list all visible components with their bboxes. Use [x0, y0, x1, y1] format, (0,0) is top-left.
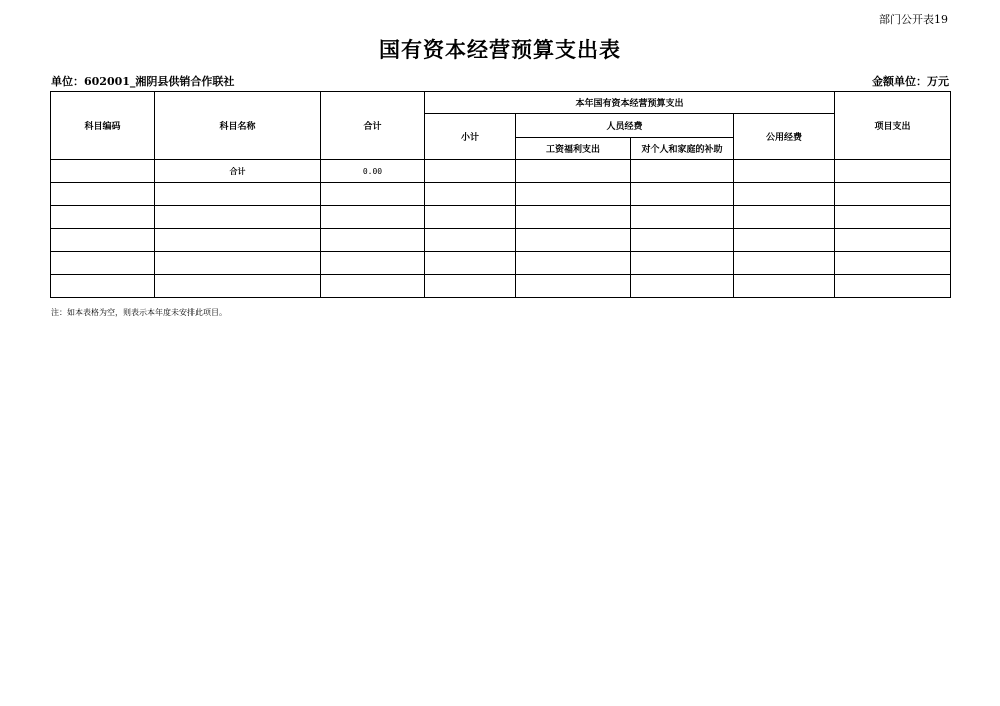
unit-line — [51, 73, 949, 89]
cell-project — [835, 206, 951, 229]
cell-name — [155, 252, 321, 275]
cell-project — [835, 229, 951, 252]
cell-subsidy — [631, 252, 734, 275]
cell-public — [734, 275, 835, 298]
amount-unit-label: 金额单位：万元 — [872, 75, 949, 88]
header-current-year: 本年国有资本经营预算支出 — [425, 92, 835, 114]
cell-project — [835, 160, 951, 183]
cell-public — [734, 183, 835, 206]
cell-subsidy — [631, 206, 734, 229]
cell-code — [51, 252, 155, 275]
cell-name — [155, 183, 321, 206]
cell-total — [321, 252, 425, 275]
cell-project — [835, 252, 951, 275]
cell-name — [155, 275, 321, 298]
cell-salary — [516, 275, 631, 298]
footnote: 注：如本表格为空，则表示本年度未安排此项目。 — [51, 308, 227, 317]
cell-subsidy — [631, 229, 734, 252]
cell-salary — [516, 229, 631, 252]
table-row — [51, 183, 951, 206]
document-code: 部门公开表19 — [879, 13, 948, 26]
cell-total: 0.00 — [321, 160, 425, 183]
cell-total — [321, 183, 425, 206]
header-personnel: 人员经费 — [516, 114, 734, 138]
table-row — [51, 252, 951, 275]
cell-salary — [516, 160, 631, 183]
cell-name — [155, 229, 321, 252]
header-subtotal: 小计 — [425, 114, 516, 160]
cell-subsidy — [631, 275, 734, 298]
cell-name — [155, 206, 321, 229]
header-project-expense: 项目支出 — [835, 92, 951, 160]
header-total: 合计 — [321, 92, 425, 160]
table-row — [51, 206, 951, 229]
unit-label: 单位：602001_湘阴县供销合作联社 — [51, 75, 235, 88]
budget-table — [50, 91, 951, 298]
cell-public — [734, 160, 835, 183]
cell-subtotal — [425, 229, 516, 252]
cell-subsidy — [631, 160, 734, 183]
header-public-funds: 公用经费 — [734, 114, 835, 160]
header-subject-name: 科目名称 — [155, 92, 321, 160]
cell-subtotal — [425, 206, 516, 229]
cell-public — [734, 206, 835, 229]
cell-total — [321, 229, 425, 252]
table-row — [51, 229, 951, 252]
table-row — [51, 160, 951, 183]
cell-subtotal — [425, 183, 516, 206]
cell-public — [734, 229, 835, 252]
cell-salary — [516, 183, 631, 206]
cell-project — [835, 183, 951, 206]
cell-salary — [516, 206, 631, 229]
header-subject-code: 科目编码 — [51, 92, 155, 160]
cell-name: 合计 — [155, 160, 321, 183]
cell-total — [321, 275, 425, 298]
cell-code — [51, 229, 155, 252]
cell-code — [51, 160, 155, 183]
table-row — [51, 275, 951, 298]
cell-subsidy — [631, 183, 734, 206]
cell-subtotal — [425, 252, 516, 275]
cell-subtotal — [425, 160, 516, 183]
header-subsidy: 对个人和家庭的补助 — [631, 138, 734, 160]
cell-code — [51, 275, 155, 298]
cell-salary — [516, 252, 631, 275]
header-salary-welfare: 工资福利支出 — [516, 138, 631, 160]
cell-total — [321, 206, 425, 229]
table-header — [51, 92, 951, 160]
cell-subtotal — [425, 275, 516, 298]
cell-project — [835, 275, 951, 298]
cell-code — [51, 206, 155, 229]
cell-code — [51, 183, 155, 206]
page-title: 国有资本经营预算支出表 — [379, 37, 621, 62]
cell-public — [734, 252, 835, 275]
table-body — [51, 160, 951, 298]
